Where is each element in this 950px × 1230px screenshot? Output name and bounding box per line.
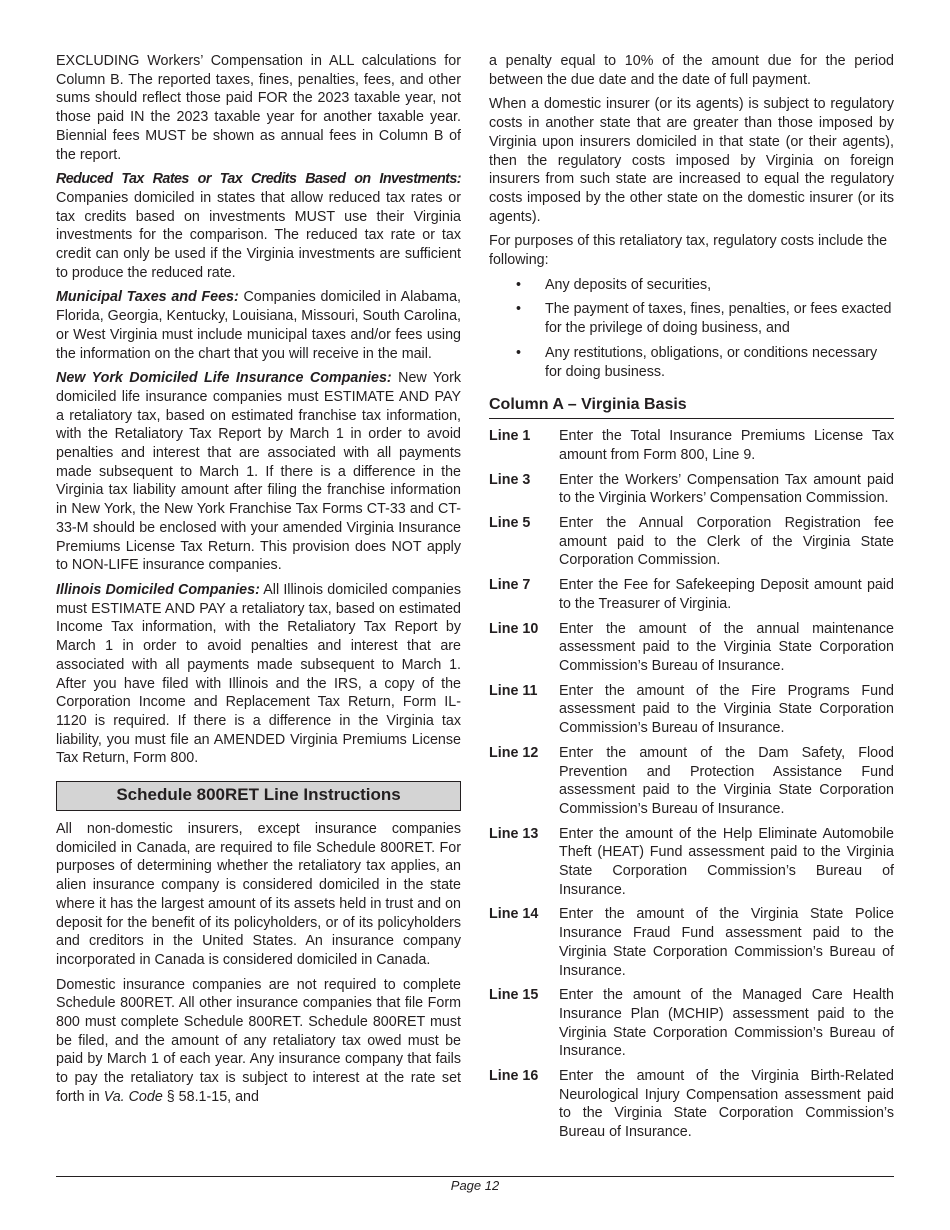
line-text: Enter the Total Insurance Premiums License Tax amount from Form 800, Line 9. [559,428,894,463]
paragraph-domestic-insurers: Domestic insurance companies are not required to complete Schedule 800RET. All other insurance companies that file Form 800 must complete Schedule 800RET. Schedule 800RET must be filed, and the amount of any retaliatory tax owed must be paid by March 1 of each year. Any insurance company that fails to pay the retaliatory tax is subject to interest at the rate set forth in Va. Code § 58.1-15, and [56,976,461,1105]
line-instruction [489,620,894,676]
line-label: Line 15 [489,987,539,1004]
heading-new-york-life: New York Domiciled Life Insurance Companies: [56,370,392,387]
regulatory-costs-list [489,276,894,382]
line-instruction [489,744,894,819]
line-instruction [489,825,894,900]
line-instruction [489,905,894,980]
page-number: Page 12 [450,1178,500,1193]
line-instruction [489,576,894,613]
code-reference: Va. Code [103,1088,163,1105]
line-text: Enter the Fee for Safekeeping Deposit amount paid to the Treasurer of Virginia. [559,577,894,612]
line-instruction [489,514,894,570]
paragraph-regulatory-costs-include: For purposes of this retaliatory tax, regulatory costs include the following: [489,233,888,269]
line-label: Line 7 [489,577,531,594]
line-label: Line 1 [489,428,531,445]
line-instruction [489,1067,894,1142]
paragraph-penalty: a penalty equal to 10% of the amount due for the period between the due date and the date of full payment. [489,53,894,88]
paragraph-non-domestic-insurers: All non-domestic insurers, except insurance companies domiciled in Canada, are required to file Schedule 800RET. For purposes of determining whether the retaliatory tax applies, an alien insurance company is considered domiciled in the state where it has the largest amount of its assets held in trust and on deposit for the benefit of its policyholders, or of its policyholders and creditors in the United States. An insurance company incorporated in Canada is considered domiciled in Canada. [56,821,461,968]
paragraph-reduced-tax-rates: Reduced Tax Rates or Tax Credits Based on Investments: Companies domiciled in states that allow reduced tax rates or tax credits based on investments MUST use their Virginia investments for the comparison. The reduced tax rate or tax credit can only be used if the Virginia investments are sufficient to produce the reduced rate. [56,171,461,281]
line-instruction [489,682,894,738]
heading-municipal-taxes: Municipal Taxes and Fees: [56,289,239,306]
paragraph-municipal-taxes: Municipal Taxes and Fees: Companies domiciled in Alabama, Florida, Georgia, Kentucky, Louisiana, Missouri, South Carolina, or West Virginia must include municipal taxes and/or fees using the information on the chart that you will receive in the mail. [56,289,462,362]
heading-illinois: Illinois Domiciled Companies: [56,581,260,598]
section-title-schedule-800ret: Schedule 800RET Line Instructions [56,781,461,811]
list-item: • The payment of taxes, fines, penalties, or fees exacted for the privilege of doing business, and [516,301,892,337]
line-text: Enter the amount of the Virginia Birth-Related Neurological Injury Compensation assessment paid to the Virginia State Corporation Commission’s Bureau of Insurance. [559,1068,894,1141]
line-instruction [489,427,894,464]
line-text: Enter the Annual Corporation Registration fee amount paid to the Clerk of the Virginia State Corporation Commission. [559,515,894,569]
document-page [56,52,894,1177]
line-label: Line 14 [489,906,539,923]
bullet-icon: • [516,301,522,318]
line-label: Line 5 [489,515,531,532]
left-column [56,52,461,1113]
paragraph-regulatory-costs: When a domestic insurer (or its agents) is subject to regulatory costs in another state that are greater than those imposed by Virginia upon insurers domiciled in that state (or their agents), then the regulatory costs imposed by Virginia on foreign insurers from such state are increased to equal the regulatory costs imposed by the other state on the domestic insurer (or its agents). [489,96,894,225]
paragraph-illinois: Illinois Domiciled Companies: All Illinois domiciled companies must ESTIMATE AND PAY a retaliatory tax, based on estimated Income Tax information, with the Retaliatory Tax Report by March 1 in order to avoid penalties and interest that are associated with all payments made subsequent to March 1. After you have filed with Illinois and the IRS, a copy of the Corporation Income and Replacement Tax Return, Form IL-1120 is required. If there is a difference in the Virginia tax liability, you must file an AMENDED Virginia Premiums License Tax Return, Form 800. [56,581,461,767]
line-text: Enter the Workers’ Compensation Tax amount paid to the Virginia Workers’ Compensation Commission. [559,471,894,507]
line-text: Enter the amount of the Dam Safety, Flood Prevention and Protection Assistance Fund assessment paid to the Virginia State Corporation Commission’s Bureau of Insurance. [559,744,894,817]
line-label: Line 3 [489,471,531,488]
line-label: Line 11 [489,682,538,699]
line-text: Enter the amount of the Help Eliminate Automobile Theft (HEAT) Fund assessment paid to the Virginia State Corporation Commission’s Bureau of Insurance. [559,825,894,898]
line-text: Enter the amount of the annual maintenance assessment paid to the Virginia State Corporation Commission’s Bureau of Insurance. [559,620,894,674]
paragraph-column-b-note: EXCLUDING Workers’ Compensation in ALL calculations for Column B. The reported taxes, fines, penalties, fees, and other sums should reflect those paid FOR the 2023 taxable year, not those paid IN the 2023 taxable year for another taxable year. Biennial fees MUST be shown as annual fees in Column B of the report. [56,53,461,163]
line-text: Enter the amount of the Fire Programs Fund assessment paid to the Virginia State Corporation Commission’s Bureau of Insurance. [559,682,894,737]
line-label: Line 13 [489,825,539,842]
bullet-icon: • [516,344,522,361]
line-text: Enter the amount of the Managed Care Health Insurance Plan (MCHIP) assessment paid to the Virginia State Corporation Commission’s Bureau of Insurance. [559,987,894,1060]
heading-reduced-tax-rates: Reduced Tax Rates or Tax Credits Based on Investments: [56,171,461,188]
line-text: Enter the amount of the Virginia State Police Insurance Fraud Fund assessment paid to the Virginia State Corporation Commission’s Bureau of Insurance. [559,906,894,979]
bullet-icon: • [516,276,522,293]
line-label: Line 10 [489,620,539,637]
line-instruction [489,471,894,508]
line-label: Line 12 [489,744,539,761]
list-item: • Any deposits of securities, [516,276,712,293]
list-item: • Any restitutions, obligations, or conditions necessary for doing business. [516,344,878,380]
paragraph-new-york-life: New York Domiciled Life Insurance Companies: New York domiciled life insurance companies must ESTIMATE AND PAY a retaliatory tax, based on estimated franchise tax information, with the Retaliatory Tax Report by March 1 in order to avoid penalties and interest that are associated with all payments made subsequent to March 1. If there is a difference in the Virginia tax liability amount after filing the franchise information in New York, the New York Franchise Tax Forms CT-33 and CT-33-M should be enclosed with your amended Virginia Insurance Premiums License Tax Return. This provision does NOT apply to NON-LIFE insurance companies. [56,370,462,574]
line-instruction [489,986,894,1061]
line-label: Line 16 [489,1068,539,1085]
right-column [489,52,894,1148]
column-a-heading: Column A – Virginia Basis [489,395,894,419]
